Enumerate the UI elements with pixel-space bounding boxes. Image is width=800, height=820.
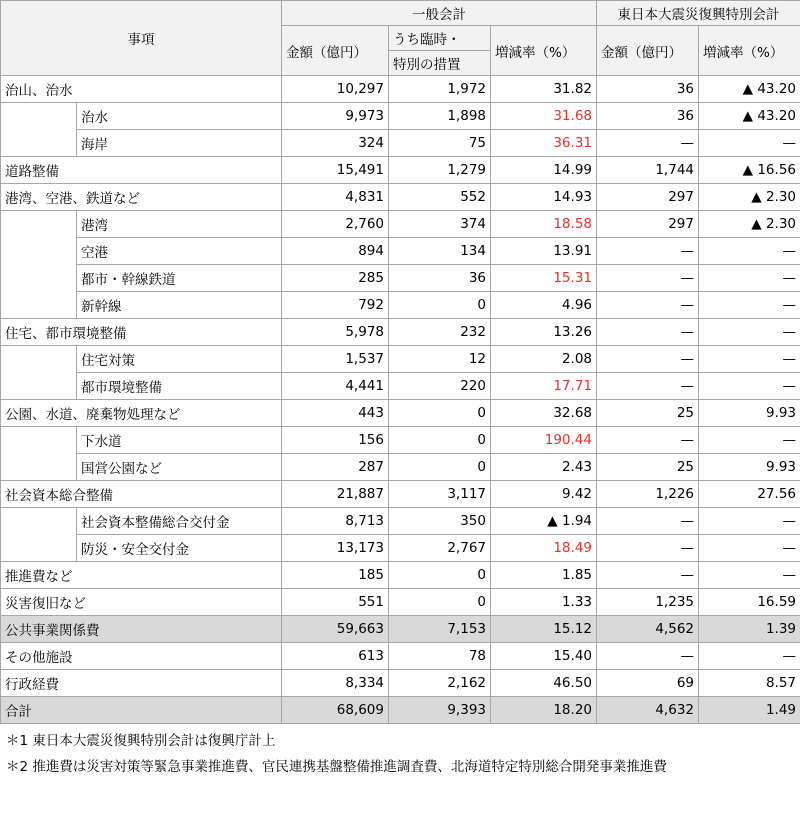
recovery-amount-cell: — [597,319,699,346]
row-sublabel: 新幹線 [77,292,282,319]
indent-spacer [1,292,77,319]
rate-cell: 14.99 [491,157,597,184]
temporary-cell: 2,767 [389,535,491,562]
amount-cell: 9,973 [282,103,389,130]
temporary-cell: 0 [389,562,491,589]
amount-cell: 792 [282,292,389,319]
table-row [1,481,800,508]
temporary-cell: 1,972 [389,76,491,103]
amount-cell: 285 [282,265,389,292]
table-body [1,76,800,724]
rate-cell: 15.31 [491,265,597,292]
recovery-rate-cell: — [699,508,800,535]
row-sublabel: 社会資本整備総合交付金 [77,508,282,535]
recovery-rate-cell: — [699,238,800,265]
row-label: 治山、治水 [1,76,282,103]
temporary-cell: 7,153 [389,616,491,643]
amount-cell: 613 [282,643,389,670]
header-general-account: 一般会計 [282,1,597,26]
amount-cell: 8,713 [282,508,389,535]
row-label: その他施設 [1,643,282,670]
header-recovery-amount: 金額（億円） [597,26,699,76]
temporary-cell: 78 [389,643,491,670]
recovery-amount-cell: 297 [597,211,699,238]
recovery-amount-cell: 25 [597,454,699,481]
table-row [1,238,800,265]
row-sublabel: 防災・安全交付金 [77,535,282,562]
amount-cell: 324 [282,130,389,157]
row-sublabel: 住宅対策 [77,346,282,373]
temporary-cell: 9,393 [389,697,491,724]
recovery-amount-cell: 36 [597,76,699,103]
recovery-amount-cell: — [597,508,699,535]
recovery-amount-cell: — [597,427,699,454]
amount-cell: 68,609 [282,697,389,724]
amount-cell: 1,537 [282,346,389,373]
amount-cell: 443 [282,400,389,427]
temporary-cell: 12 [389,346,491,373]
recovery-rate-cell: — [699,535,800,562]
table-row [1,157,800,184]
indent-spacer [1,103,77,130]
recovery-rate-cell: — [699,265,800,292]
table-row [1,319,800,346]
temporary-cell: 350 [389,508,491,535]
row-label: 住宅、都市環境整備 [1,319,282,346]
rate-cell: 32.68 [491,400,597,427]
amount-cell: 4,831 [282,184,389,211]
temporary-cell: 3,117 [389,481,491,508]
recovery-rate-cell: — [699,427,800,454]
temporary-cell: 0 [389,292,491,319]
recovery-amount-cell: 69 [597,670,699,697]
temporary-cell: 552 [389,184,491,211]
rate-cell: ▲ 1.94 [491,508,597,535]
rate-cell: 190.44 [491,427,597,454]
row-sublabel: 空港 [77,238,282,265]
amount-cell: 894 [282,238,389,265]
recovery-rate-cell: — [699,130,800,157]
row-label: 道路整備 [1,157,282,184]
indent-spacer [1,535,77,562]
header-item: 事項 [1,1,282,76]
row-label: 公園、水道、廃棄物処理など [1,400,282,427]
table-row [1,103,800,130]
recovery-rate-cell: 8.57 [699,670,800,697]
amount-cell: 21,887 [282,481,389,508]
row-sublabel: 下水道 [77,427,282,454]
rate-cell: 4.96 [491,292,597,319]
recovery-amount-cell: 1,226 [597,481,699,508]
recovery-rate-cell: 9.93 [699,400,800,427]
header-recovery-account: 東日本大震災復興特別会計 [597,1,800,26]
recovery-amount-cell: 1,235 [597,589,699,616]
header-amount: 金額（億円） [282,26,389,76]
temporary-cell: 75 [389,130,491,157]
row-label: 公共事業関係費 [1,616,282,643]
row-sublabel: 都市・幹線鉄道 [77,265,282,292]
recovery-rate-cell: — [699,346,800,373]
recovery-amount-cell: — [597,346,699,373]
amount-cell: 287 [282,454,389,481]
recovery-amount-cell: 36 [597,103,699,130]
indent-spacer [1,346,77,373]
table-row [1,454,800,481]
amount-cell: 15,491 [282,157,389,184]
rate-cell: 17.71 [491,373,597,400]
recovery-rate-cell: 27.56 [699,481,800,508]
rate-cell: 31.82 [491,76,597,103]
footnote-1: ＊1 東日本大震災復興特別会計は復興庁計上 [6,733,276,749]
temporary-cell: 36 [389,265,491,292]
recovery-rate-cell: ▲ 43.20 [699,76,800,103]
amount-cell: 185 [282,562,389,589]
row-sublabel: 海岸 [77,130,282,157]
rate-cell: 14.93 [491,184,597,211]
temporary-cell: 0 [389,454,491,481]
recovery-rate-cell: — [699,643,800,670]
row-label: 行政経費 [1,670,282,697]
header-recovery-rate: 増減率（%） [699,26,800,76]
recovery-amount-cell: — [597,643,699,670]
recovery-rate-cell: ▲ 2.30 [699,184,800,211]
recovery-amount-cell: — [597,238,699,265]
amount-cell: 13,173 [282,535,389,562]
rate-cell: 13.26 [491,319,597,346]
recovery-amount-cell: — [597,535,699,562]
rate-cell: 18.49 [491,535,597,562]
table-row [1,265,800,292]
rate-cell: 9.42 [491,481,597,508]
rate-cell: 13.91 [491,238,597,265]
recovery-amount-cell: — [597,130,699,157]
footnote-2: ＊2 推進費は災害対策等緊急事業推進費、官民連携基盤整備推進調査費、北海道特定特別総合開発事業推進費 [6,759,667,775]
recovery-rate-cell: 9.93 [699,454,800,481]
indent-spacer [1,373,77,400]
indent-spacer [1,211,77,238]
table-row [1,670,800,697]
amount-cell: 156 [282,427,389,454]
recovery-amount-cell: 4,562 [597,616,699,643]
indent-spacer [1,508,77,535]
header-temporary-line1: うち臨時・ [389,26,491,51]
recovery-amount-cell: 25 [597,400,699,427]
amount-cell: 59,663 [282,616,389,643]
table-row [1,211,800,238]
table-row [1,373,800,400]
table-row [1,346,800,373]
temporary-cell: 0 [389,400,491,427]
temporary-cell: 134 [389,238,491,265]
indent-spacer [1,265,77,292]
indent-spacer [1,130,77,157]
table-row [1,130,800,157]
recovery-rate-cell: ▲ 43.20 [699,103,800,130]
recovery-rate-cell: — [699,292,800,319]
rate-cell: 46.50 [491,670,597,697]
temporary-cell: 374 [389,211,491,238]
recovery-amount-cell: 4,632 [597,697,699,724]
temporary-cell: 232 [389,319,491,346]
temporary-cell: 220 [389,373,491,400]
amount-cell: 10,297 [282,76,389,103]
row-label: 社会資本総合整備 [1,481,282,508]
rate-cell: 18.58 [491,211,597,238]
amount-cell: 551 [282,589,389,616]
rate-cell: 2.08 [491,346,597,373]
table-row [1,292,800,319]
header-temporary-line2: 特別の措置 [389,51,491,76]
temporary-cell: 1,279 [389,157,491,184]
recovery-rate-cell: — [699,562,800,589]
temporary-cell: 1,898 [389,103,491,130]
header-rate: 増減率（%） [491,26,597,76]
recovery-amount-cell: — [597,373,699,400]
recovery-amount-cell: — [597,292,699,319]
recovery-amount-cell: 1,744 [597,157,699,184]
table-row [1,508,800,535]
table-row [1,184,800,211]
table-row [1,427,800,454]
indent-spacer [1,238,77,265]
table-row [1,589,800,616]
row-label: 災害復旧など [1,589,282,616]
recovery-amount-cell: — [597,265,699,292]
rate-cell: 18.20 [491,697,597,724]
amount-cell: 2,760 [282,211,389,238]
table-row [1,616,800,643]
rate-cell: 36.31 [491,130,597,157]
recovery-rate-cell: 16.59 [699,589,800,616]
amount-cell: 4,441 [282,373,389,400]
recovery-rate-cell: 1.39 [699,616,800,643]
rate-cell: 31.68 [491,103,597,130]
row-label: 合計 [1,697,282,724]
footnotes [0,724,800,780]
table-row [1,562,800,589]
row-sublabel: 都市環境整備 [77,373,282,400]
rate-cell: 1.33 [491,589,597,616]
recovery-rate-cell: 1.49 [699,697,800,724]
rate-cell: 15.12 [491,616,597,643]
amount-cell: 5,978 [282,319,389,346]
rate-cell: 1.85 [491,562,597,589]
temporary-cell: 2,162 [389,670,491,697]
row-sublabel: 国営公園など [77,454,282,481]
table-row [1,697,800,724]
row-sublabel: 治水 [77,103,282,130]
row-label: 推進費など [1,562,282,589]
recovery-rate-cell: — [699,373,800,400]
recovery-rate-cell: ▲ 16.56 [699,157,800,184]
temporary-cell: 0 [389,589,491,616]
table-row [1,643,800,670]
row-sublabel: 港湾 [77,211,282,238]
rate-cell: 15.40 [491,643,597,670]
indent-spacer [1,454,77,481]
recovery-amount-cell: — [597,562,699,589]
table-row [1,535,800,562]
recovery-amount-cell: 297 [597,184,699,211]
recovery-rate-cell: ▲ 2.30 [699,211,800,238]
table-row [1,400,800,427]
indent-spacer [1,427,77,454]
temporary-cell: 0 [389,427,491,454]
table-row [1,76,800,103]
recovery-rate-cell: — [699,319,800,346]
amount-cell: 8,334 [282,670,389,697]
rate-cell: 2.43 [491,454,597,481]
row-label: 港湾、空港、鉄道など [1,184,282,211]
